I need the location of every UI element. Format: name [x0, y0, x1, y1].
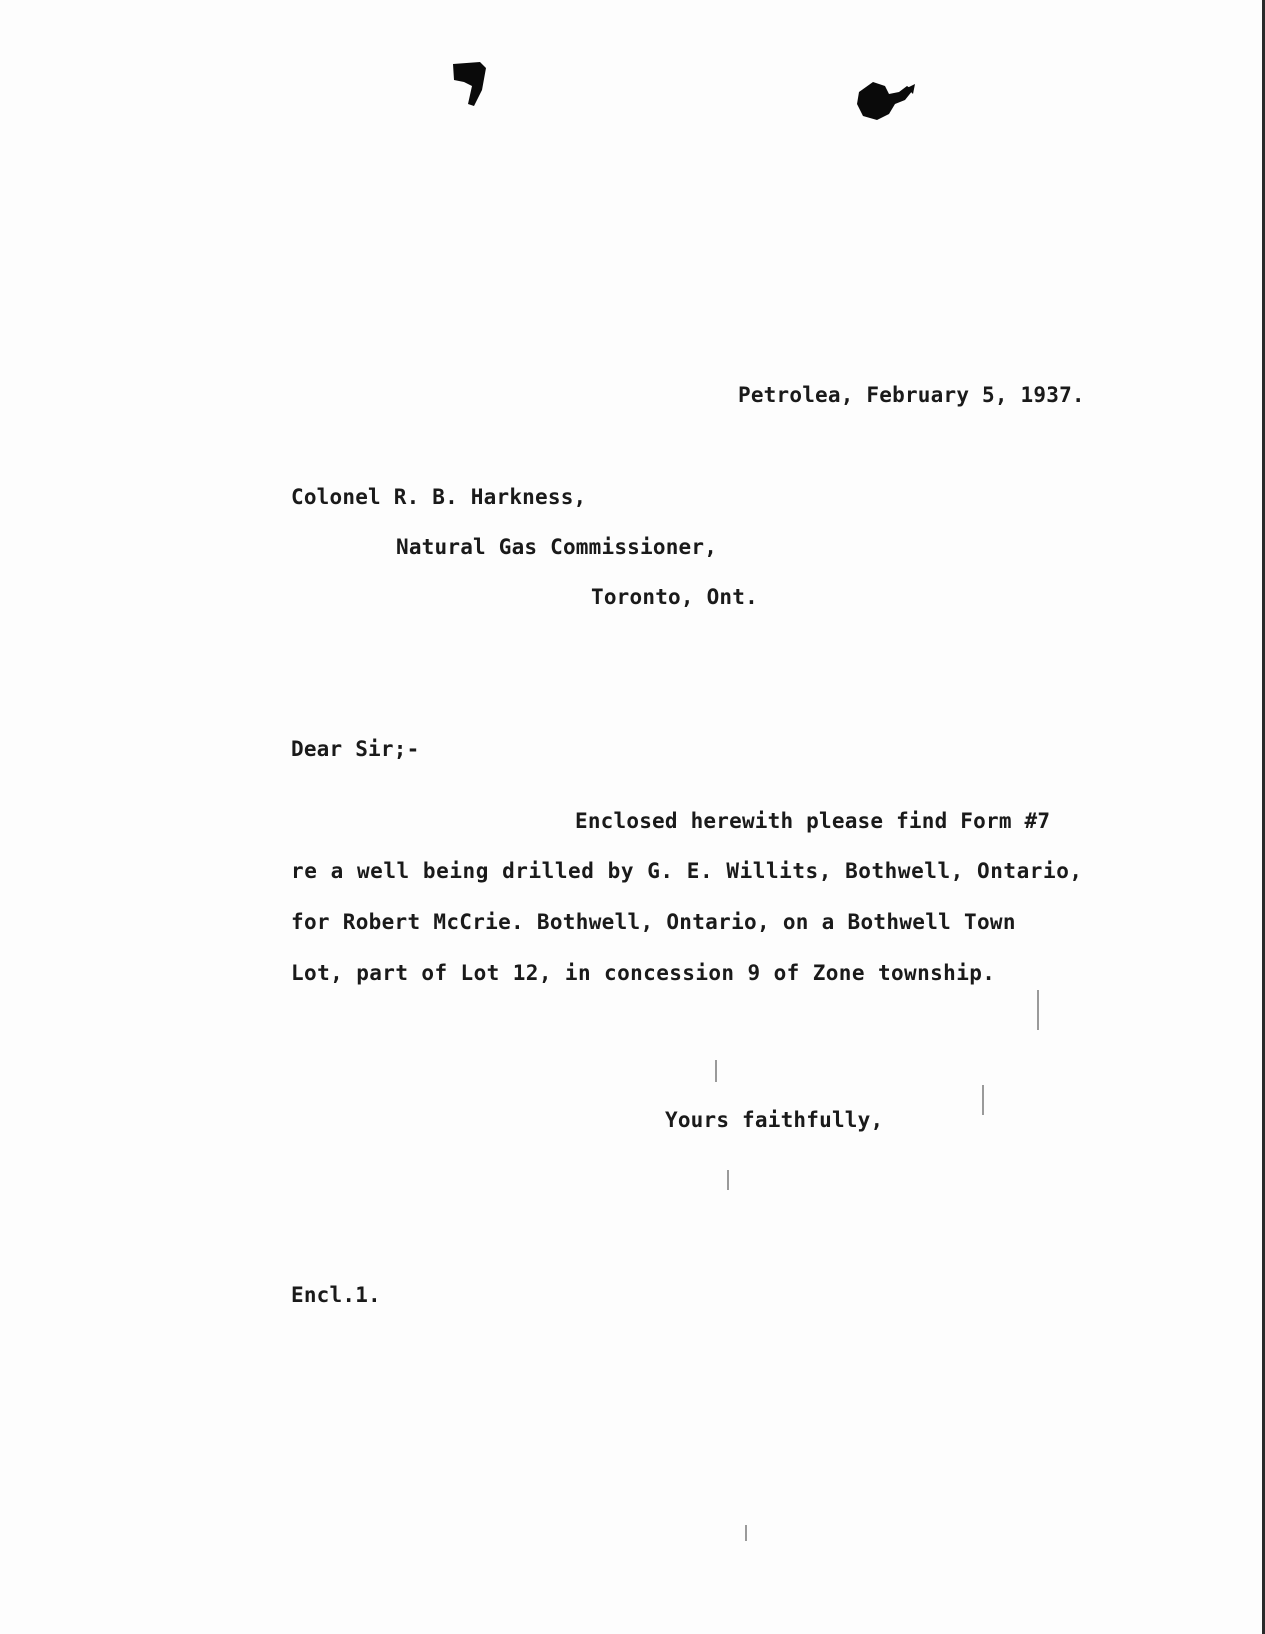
- scan-speck: [727, 1170, 729, 1190]
- recipient-title: Natural Gas Commissioner,: [396, 535, 718, 559]
- closing: Yours faithfully,: [665, 1108, 884, 1132]
- dateline: Petrolea, February 5, 1937.: [738, 383, 1085, 407]
- enclosure-note: Encl.1.: [291, 1283, 381, 1307]
- recipient-name: Colonel R. B. Harkness,: [291, 485, 587, 509]
- body-line-4: Lot, part of Lot 12, in concession 9 of Zone township.: [291, 961, 996, 985]
- scan-speck: [745, 1525, 747, 1541]
- body-line-3: for Robert McCrie. Bothwell, Ontario, on a Bothwell Town: [291, 910, 1016, 934]
- salutation: Dear Sir;-: [291, 737, 420, 761]
- body-line-2: re a well being drilled by G. E. Willits, Bothwell, Ontario,: [291, 859, 1083, 883]
- scan-speck: [715, 1060, 717, 1082]
- body-line-1: Enclosed herewith please find Form #7: [575, 809, 1051, 833]
- scan-speck: [982, 1085, 984, 1115]
- binding-mark-right: [855, 78, 925, 126]
- recipient-location: Toronto, Ont.: [591, 585, 758, 609]
- binding-mark-left: [450, 60, 500, 110]
- scan-speck: [1037, 990, 1039, 1030]
